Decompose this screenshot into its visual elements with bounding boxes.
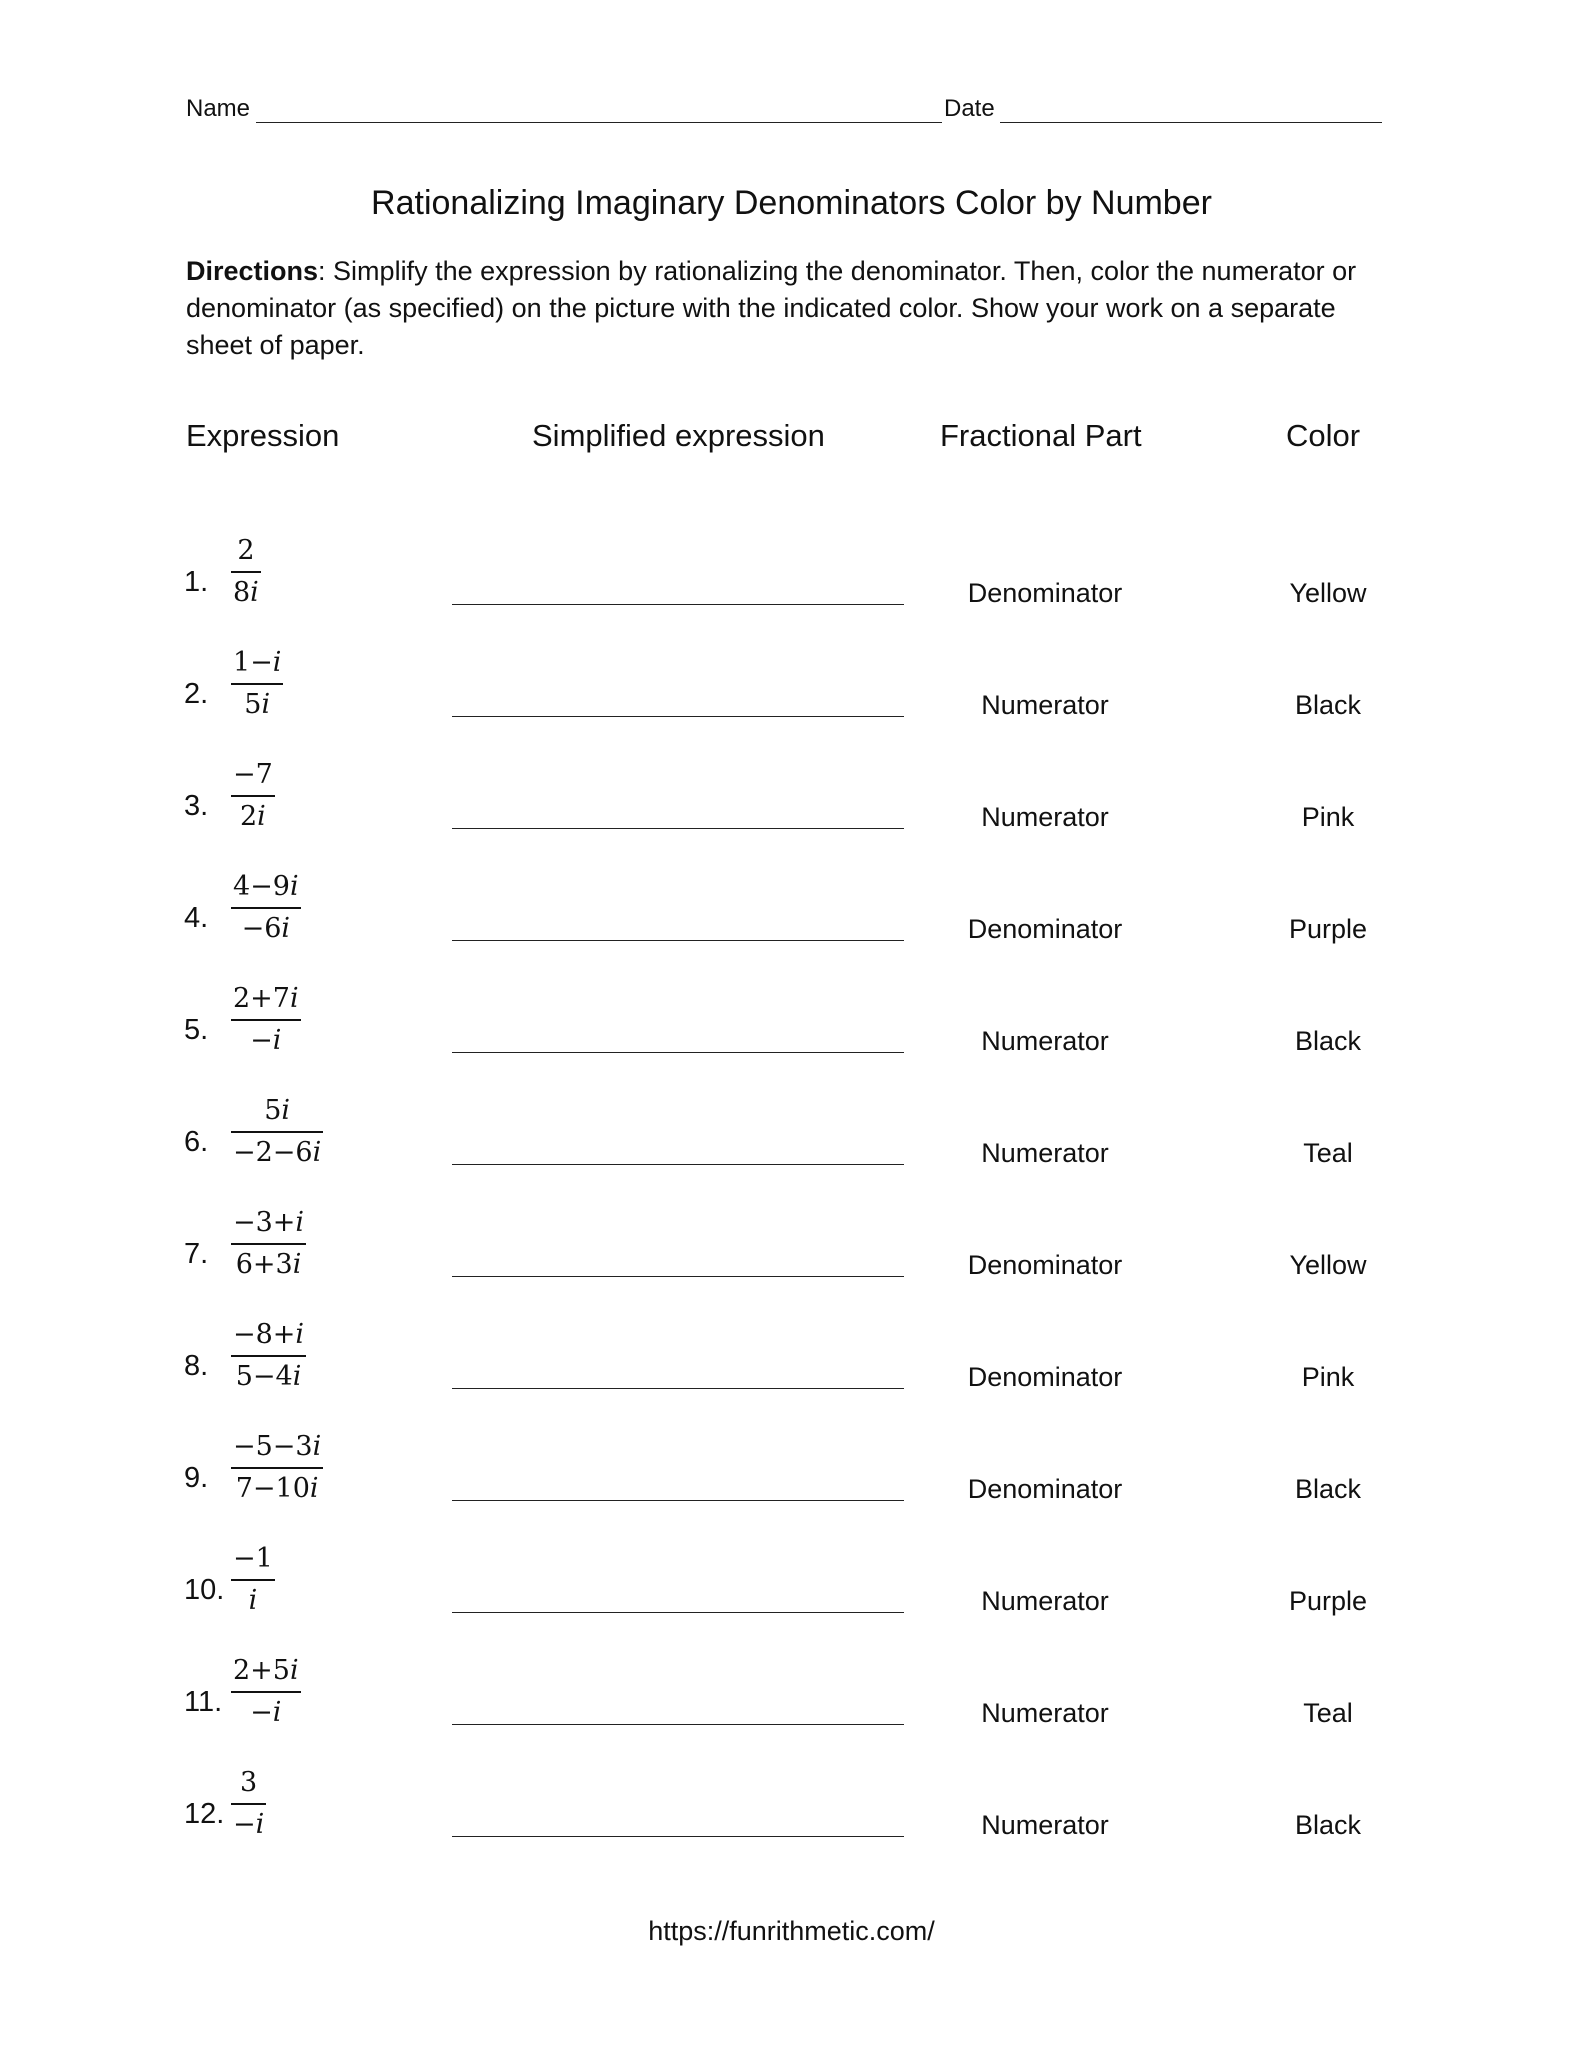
name-label: Name bbox=[186, 95, 251, 122]
fractional-part: Denominator bbox=[967, 1250, 1123, 1280]
name-field[interactable] bbox=[256, 122, 942, 123]
fraction-denominator: 6+3𝑖 bbox=[235, 1249, 302, 1280]
answer-blank[interactable] bbox=[452, 1276, 904, 1277]
answer-blank[interactable] bbox=[452, 1724, 904, 1725]
fraction-denominator: 5𝑖 bbox=[244, 689, 271, 720]
directions bbox=[186, 253, 1406, 364]
fraction-denominator: 8𝑖 bbox=[233, 577, 259, 608]
fraction-denominator: 7−10𝑖 bbox=[235, 1473, 319, 1504]
problem-number: 2. bbox=[184, 678, 209, 710]
color-name: Black bbox=[1294, 1026, 1362, 1056]
fraction-numerator: −3+𝑖 bbox=[233, 1207, 305, 1238]
answer-blank[interactable] bbox=[452, 940, 904, 941]
fraction-numerator: 3 bbox=[240, 1767, 258, 1798]
problem-row bbox=[0, 1766, 1583, 1878]
column-header-part: Fractional Part bbox=[940, 418, 1142, 453]
problem-number: 7. bbox=[184, 1238, 209, 1270]
color-name: Yellow bbox=[1289, 1250, 1367, 1280]
fraction-denominator: −2−6𝑖 bbox=[233, 1137, 322, 1168]
fractional-part: Numerator bbox=[981, 1698, 1109, 1728]
fraction-denominator: −𝑖 bbox=[250, 1697, 282, 1728]
color-name: Teal bbox=[1303, 1698, 1353, 1728]
answer-blank[interactable] bbox=[452, 604, 904, 605]
answer-blank[interactable] bbox=[452, 1388, 904, 1389]
color-name: Pink bbox=[1301, 802, 1355, 832]
color-name: Black bbox=[1294, 1474, 1362, 1504]
fraction-numerator: 1−𝑖 bbox=[233, 647, 282, 678]
fraction bbox=[231, 870, 301, 946]
fraction-numerator: 2+7𝑖 bbox=[233, 983, 299, 1014]
fraction bbox=[231, 1318, 306, 1394]
fractional-part: Numerator bbox=[981, 802, 1109, 832]
fraction-bar bbox=[231, 1691, 301, 1693]
fraction-bar bbox=[231, 1019, 301, 1021]
problem-number: 1. bbox=[184, 566, 209, 598]
fractional-part: Denominator bbox=[967, 1362, 1123, 1392]
footer-url: https://funrithmetic.com/ bbox=[648, 1916, 935, 1946]
fraction bbox=[231, 1094, 323, 1170]
answer-blank[interactable] bbox=[452, 1500, 904, 1501]
fraction bbox=[231, 1766, 266, 1842]
fraction-numerator: 4−9𝑖 bbox=[233, 871, 299, 902]
fraction-numerator: −5−3𝑖 bbox=[233, 1431, 322, 1462]
problem-row bbox=[0, 1318, 1583, 1430]
column-header-color: Color bbox=[1286, 418, 1361, 453]
fraction-denominator: −𝑖 bbox=[250, 1025, 282, 1056]
column-header-simplified: Simplified expression bbox=[532, 418, 825, 453]
problem-number: 11. bbox=[184, 1686, 223, 1718]
fraction-bar bbox=[231, 907, 301, 909]
fraction-numerator: −7 bbox=[233, 759, 273, 790]
problem-row bbox=[0, 758, 1583, 870]
column-header-expression: Expression bbox=[186, 418, 340, 453]
fraction bbox=[231, 1206, 306, 1282]
fractional-part: Denominator bbox=[967, 914, 1123, 944]
answer-blank[interactable] bbox=[452, 1612, 904, 1613]
fraction bbox=[231, 534, 261, 610]
problem-row bbox=[0, 1654, 1583, 1766]
color-name: Black bbox=[1294, 1810, 1362, 1840]
problem-number: 4. bbox=[184, 902, 209, 934]
fractional-part: Denominator bbox=[967, 578, 1123, 608]
color-name: Purple bbox=[1288, 914, 1368, 944]
color-name: Black bbox=[1294, 690, 1362, 720]
fraction-denominator: −6𝑖 bbox=[241, 913, 291, 944]
problem-row bbox=[0, 1206, 1583, 1318]
fraction-bar bbox=[231, 1243, 306, 1245]
answer-blank[interactable] bbox=[452, 828, 904, 829]
color-name: Pink bbox=[1301, 1362, 1355, 1392]
fraction-numerator: 2 bbox=[237, 535, 255, 566]
fraction-numerator: −1 bbox=[233, 1543, 273, 1574]
fraction-numerator: −8+𝑖 bbox=[233, 1319, 305, 1350]
fractional-part: Numerator bbox=[981, 1138, 1109, 1168]
fraction-denominator: −𝑖 bbox=[233, 1809, 265, 1840]
fractional-part: Numerator bbox=[981, 690, 1109, 720]
fractional-part: Numerator bbox=[981, 1586, 1109, 1616]
problem-number: 12. bbox=[184, 1798, 225, 1830]
fraction-denominator: 2𝑖 bbox=[239, 801, 266, 832]
problem-row bbox=[0, 1430, 1583, 1542]
fraction-numerator: 2+5𝑖 bbox=[233, 1655, 299, 1686]
directions-text: : Simplify the expression by rationalizing the denominator. Then, color the numerator or denominator (as specified) on the picture with the indicated color. Show your work on a separate sheet of paper. bbox=[186, 256, 1357, 360]
color-name: Purple bbox=[1288, 1586, 1368, 1616]
fraction-bar bbox=[231, 1131, 323, 1133]
color-name: Yellow bbox=[1289, 578, 1367, 608]
problem-number: 5. bbox=[184, 1014, 209, 1046]
directions-lead: Directions bbox=[186, 256, 319, 286]
problem-number: 9. bbox=[184, 1462, 209, 1494]
fraction bbox=[231, 758, 275, 834]
fraction-denominator: 5−4𝑖 bbox=[235, 1361, 302, 1392]
problem-row bbox=[0, 646, 1583, 758]
answer-blank[interactable] bbox=[452, 1052, 904, 1053]
answer-blank[interactable] bbox=[452, 1836, 904, 1837]
fraction-bar bbox=[231, 1467, 323, 1469]
fraction bbox=[231, 1654, 301, 1730]
fraction bbox=[231, 1430, 323, 1506]
color-name: Teal bbox=[1303, 1138, 1353, 1168]
fraction-bar bbox=[231, 1355, 306, 1357]
fraction bbox=[231, 1542, 275, 1618]
date-field[interactable] bbox=[1000, 122, 1382, 123]
fraction bbox=[231, 646, 283, 722]
problem-number: 3. bbox=[184, 790, 209, 822]
problem-number: 10. bbox=[184, 1574, 225, 1606]
page-title: Rationalizing Imaginary Denominators Color by Number bbox=[371, 184, 1212, 222]
date-label: Date bbox=[944, 95, 995, 122]
fraction-denominator: 𝑖 bbox=[248, 1585, 258, 1616]
problem-row bbox=[0, 1542, 1583, 1654]
fractional-part: Denominator bbox=[967, 1474, 1123, 1504]
fraction-bar bbox=[231, 571, 261, 573]
fraction-bar bbox=[231, 795, 275, 797]
problem-row bbox=[0, 982, 1583, 1094]
fraction-bar bbox=[231, 1803, 266, 1805]
problem-row bbox=[0, 870, 1583, 982]
problem-row bbox=[0, 534, 1583, 646]
fractional-part: Numerator bbox=[981, 1810, 1109, 1840]
fraction bbox=[231, 982, 301, 1058]
fraction-numerator: 5𝑖 bbox=[264, 1095, 291, 1126]
problem-number: 8. bbox=[184, 1350, 209, 1382]
problem-number: 6. bbox=[184, 1126, 209, 1158]
answer-blank[interactable] bbox=[452, 1164, 904, 1165]
fraction-bar bbox=[231, 1579, 275, 1581]
answer-blank[interactable] bbox=[452, 716, 904, 717]
fraction-bar bbox=[231, 683, 283, 685]
fractional-part: Numerator bbox=[981, 1026, 1109, 1056]
problem-row bbox=[0, 1094, 1583, 1206]
